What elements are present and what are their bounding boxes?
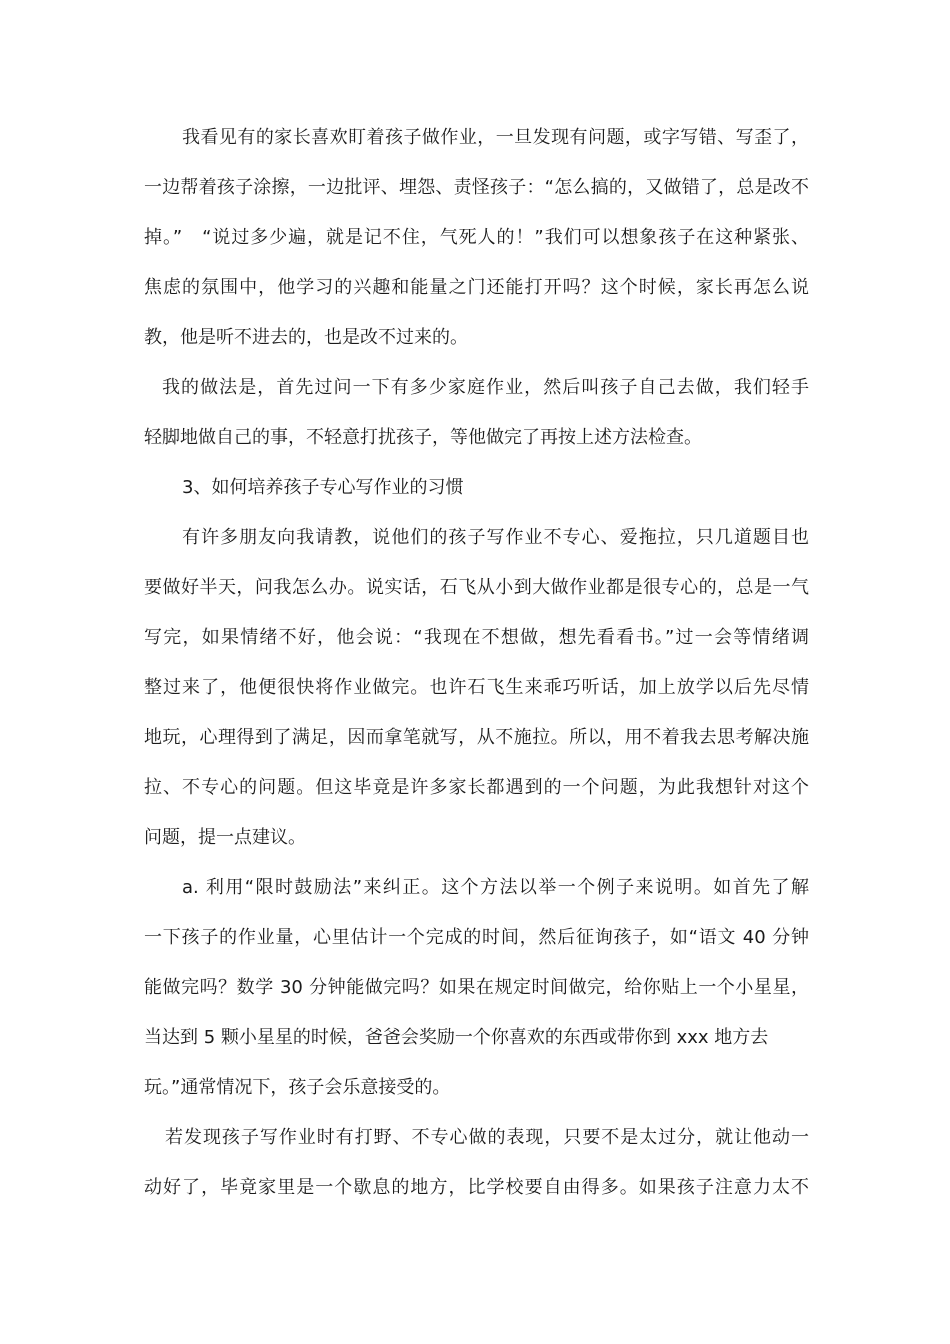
paragraph-1-line-3: 掉。” “说过多少遍，就是记不住，气死人的！”我们可以想象孩子在这种紧张、: [144, 227, 809, 248]
paragraph-4-line-2: 一下孩子的作业量，心里估计一个完成的时间，然后征询孩子，如“语文 40 分钟: [144, 927, 809, 948]
paragraph-5-line-1: 若发现孩子写作业时有打野、不专心做的表现，只要不是太过分，就让他动一: [165, 1127, 809, 1148]
paragraph-4-line-1: a. 利用“限时鼓励法”来纠正。这个方法以举一个例子来说明。如首先了解: [182, 877, 809, 898]
paragraph-3-line-7: 问题，提一点建议。: [144, 827, 306, 848]
paragraph-2-line-1: 我的做法是，首先过问一下有多少家庭作业，然后叫孩子自己去做，我们轻手: [162, 377, 809, 398]
paragraph-3-line-2: 要做好半天，问我怎么办。说实话，石飞从小到大做作业都是很专心的，总是一气: [144, 577, 809, 598]
paragraph-3-line-1: 有许多朋友向我请教，说他们的孩子写作业不专心、爱拖拉，只几道题目也: [182, 527, 809, 548]
paragraph-3-line-5: 地玩，心理得到了满足，因而拿笔就写，从不施拉。所以，用不着我去思考解决施: [144, 727, 809, 748]
paragraph-4-line-4: 当达到 5 颗小星星的时候，爸爸会奖励一个你喜欢的东西或带你到 xxx 地方去: [144, 1027, 769, 1048]
paragraph-4-line-3: 能做完吗？数学 30 分钟能做完吗？如果在规定时间做完，给你贴上一个小星星，: [144, 977, 809, 998]
paragraph-1-line-1: 我看见有的家长喜欢盯着孩子做作业，一旦发现有问题，或字写错、写歪了，: [182, 127, 809, 148]
paragraph-1-line-5: 教，他是听不进去的，也是改不过来的。: [144, 327, 468, 348]
paragraph-3-line-4: 整过来了，他便很快将作业做完。也许石飞生来乖巧听话，加上放学以后先尽情: [144, 677, 809, 698]
paragraph-4-line-5: 玩。”通常情况下，孩子会乐意接受的。: [144, 1077, 451, 1098]
paragraph-2-line-2: 轻脚地做自己的事，不轻意打扰孩子，等他做完了再按上述方法检查。: [144, 427, 702, 448]
section-heading: 3、如何培养孩子专心写作业的习惯: [182, 477, 464, 498]
paragraph-1-line-2: 一边帮着孩子涂擦，一边批评、埋怨、责怪孩子：“怎么搞的，又做错了，总是改不: [144, 177, 809, 198]
paragraph-1-line-4: 焦虑的氛围中，他学习的兴趣和能量之门还能打开吗？这个时候，家长再怎么说: [144, 277, 809, 298]
paragraph-3-line-3: 写完，如果情绪不好，他会说：“我现在不想做，想先看看书。”过一会等情绪调: [144, 627, 809, 648]
paragraph-5-line-2: 动好了，毕竟家里是一个歇息的地方，比学校要自由得多。如果孩子注意力太不: [144, 1177, 809, 1198]
paragraph-3-line-6: 拉、不专心的问题。但这毕竟是许多家长都遇到的一个问题，为此我想针对这个: [144, 777, 809, 798]
